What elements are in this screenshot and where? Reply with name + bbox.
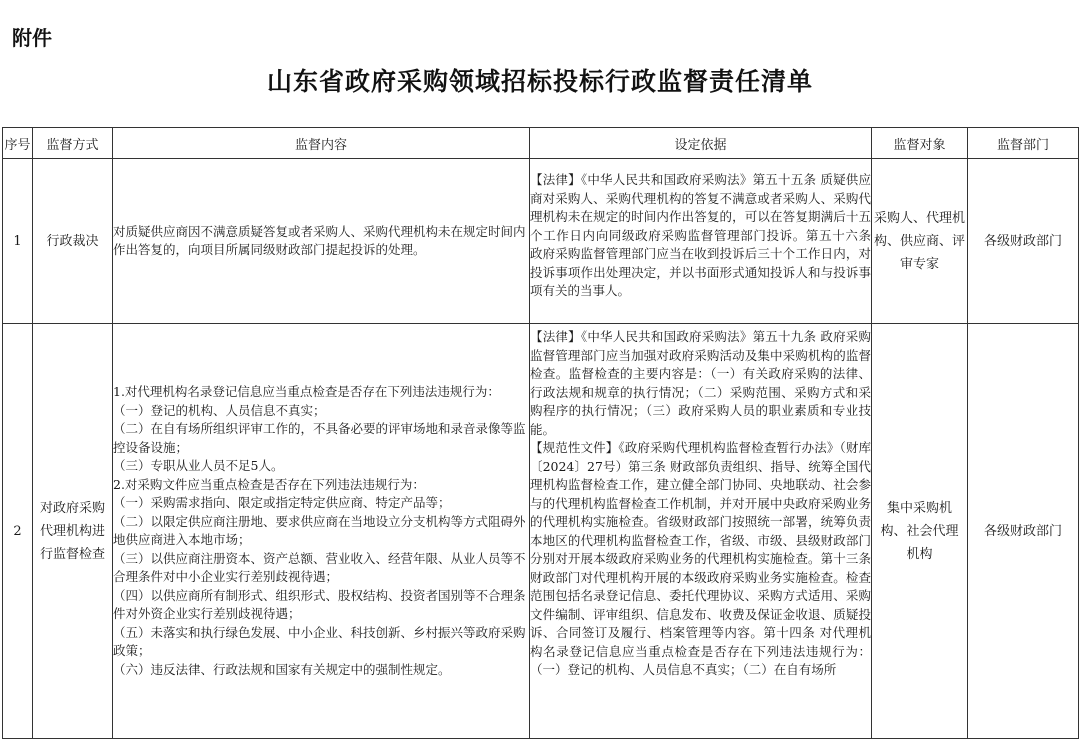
table-header-row: [3, 128, 1079, 159]
table-row: [3, 159, 1079, 324]
content-line: （二）在自有场所组织评审工作的，不具备必要的评审场地和录音录像等监控设备设施；: [113, 421, 526, 455]
row-basis: 【法律】《中华人民共和国政府采购法》第五十五条 质疑供应商对采购人、采购代理机构的答复不满意或者采购人、采购代理机构未在规定的时间内作出答复的，可以在答复期满后十五个工作日内向同级政府采购监督管理部门投诉。第五十六条 政府采购监督管理部门应当在收到投诉后三十个工作日内，对投诉事项作出处理决定，并以书面形式通知投诉人和与投诉事项有关的当事人。: [530, 159, 872, 324]
content-line: 1.对代理机构名录登记信息应当重点检查是否存在下列违法违规行为：: [113, 384, 500, 399]
content-line: （三）以供应商注册资本、资产总额、营业收入、经营年限、从业人员等不合理条件对中小企业实行差别歧视待遇；: [113, 550, 526, 584]
content-line: （一）采购需求指向、限定或指定特定供应商、特定产品等；: [113, 495, 451, 510]
header-method: 监督方式: [33, 128, 113, 159]
document-title: 山东省政府采购领域招标投标行政监督责任清单: [266, 67, 813, 96]
row-index: 1: [3, 159, 33, 324]
header-department: 监督部门: [968, 128, 1079, 159]
table-row: [3, 324, 1079, 739]
content-line: （二）以限定供应商注册地、要求供应商在当地设立分支机构等方式阻碍外地供应商进入本地市场；: [113, 513, 526, 547]
row-object: 采购人、代理机构、供应商、评审专家: [872, 159, 968, 324]
row-department: 各级财政部门: [968, 324, 1079, 739]
header-index: 序号: [3, 128, 33, 159]
row-content: [113, 324, 530, 739]
attachment-label: 附件: [12, 26, 52, 50]
content-line: （五）未落实和执行绿色发展、中小企业、科技创新、乡村振兴等政府采购政策；: [113, 624, 526, 658]
content-line: （六）违反法律、行政法规和国家有关规定中的强制性规定。: [113, 661, 451, 677]
row-department: 各级财政部门: [968, 159, 1079, 324]
content-line: （四）以供应商所有制形式、组织形式、股权结构、投资者国别等不合理条件对外资企业实行差别歧视待遇；: [113, 587, 526, 621]
row-basis: [530, 324, 872, 739]
row-content: 对质疑供应商因不满意质疑答复或者采购人、采购代理机构未在规定时间内作出答复的，向项目所属同级财政部门提起投诉的处理。: [113, 159, 530, 324]
basis-paragraph: 【规范性文件】《政府采购代理机构监督检查暂行办法》（财库〔2024〕27号）第三条 财政部负责组织、指导、统筹全国代理机构监督检查工作，建立健全部门协同、央地联动、社会参与的代理机构监督检查工作机制，并对开展中央政府采购业务的代理机构实施检查。省级财政部门按照统一部署，统筹负责本地区的代理机构监督检查工作，省级、市级、县级财政部门分别对开展本级政府采购业务的代理机构实施检查。第十三条 财政部门对代理机构开展的本级政府采购业务实施检查。检查范围包括名录登记信息、委托代理协议、采购方式适用、采购文件编制、评审组织、信息发布、收费及保证金收退、质疑投诉、合同签订及履行、档案管理等内容。第十四条 对代理机构名录登记信息应当重点检查是否存在下列违法违规行为：（一）登记的机构、人员信息不真实；（二）在自有场所: [530, 440, 871, 677]
responsibility-table: [2, 127, 1079, 739]
row-method: 行政裁决: [33, 159, 113, 324]
header-object: 监督对象: [872, 128, 968, 159]
row-method: 对政府采购代理机构进行监督检查: [33, 324, 113, 739]
content-line: 2.对采购文件应当重点检查是否存在下列违法违规行为：: [113, 476, 425, 492]
row-object: 集中采购机构、社会代理机构: [872, 324, 968, 739]
content-line: （一）登记的机构、人员信息不真实；: [113, 402, 326, 418]
header-content: 监督内容: [113, 128, 530, 159]
content-line: （三）专职从业人员不足5人。: [113, 458, 284, 473]
basis-paragraph: 【法律】《中华人民共和国政府采购法》第五十九条 政府采购监督管理部门应当加强对政府采购活动及集中采购机构的监督检查。监督检查的主要内容是：（一）有关政府采购的法律、行政法规和规章的执行情况；（二）采购范围、采购方式和采购程序的执行情况；（三）政府采购人员的职业素质和专业技能。: [530, 329, 871, 437]
row-index: 2: [3, 324, 33, 739]
header-basis: 设定依据: [530, 128, 872, 159]
